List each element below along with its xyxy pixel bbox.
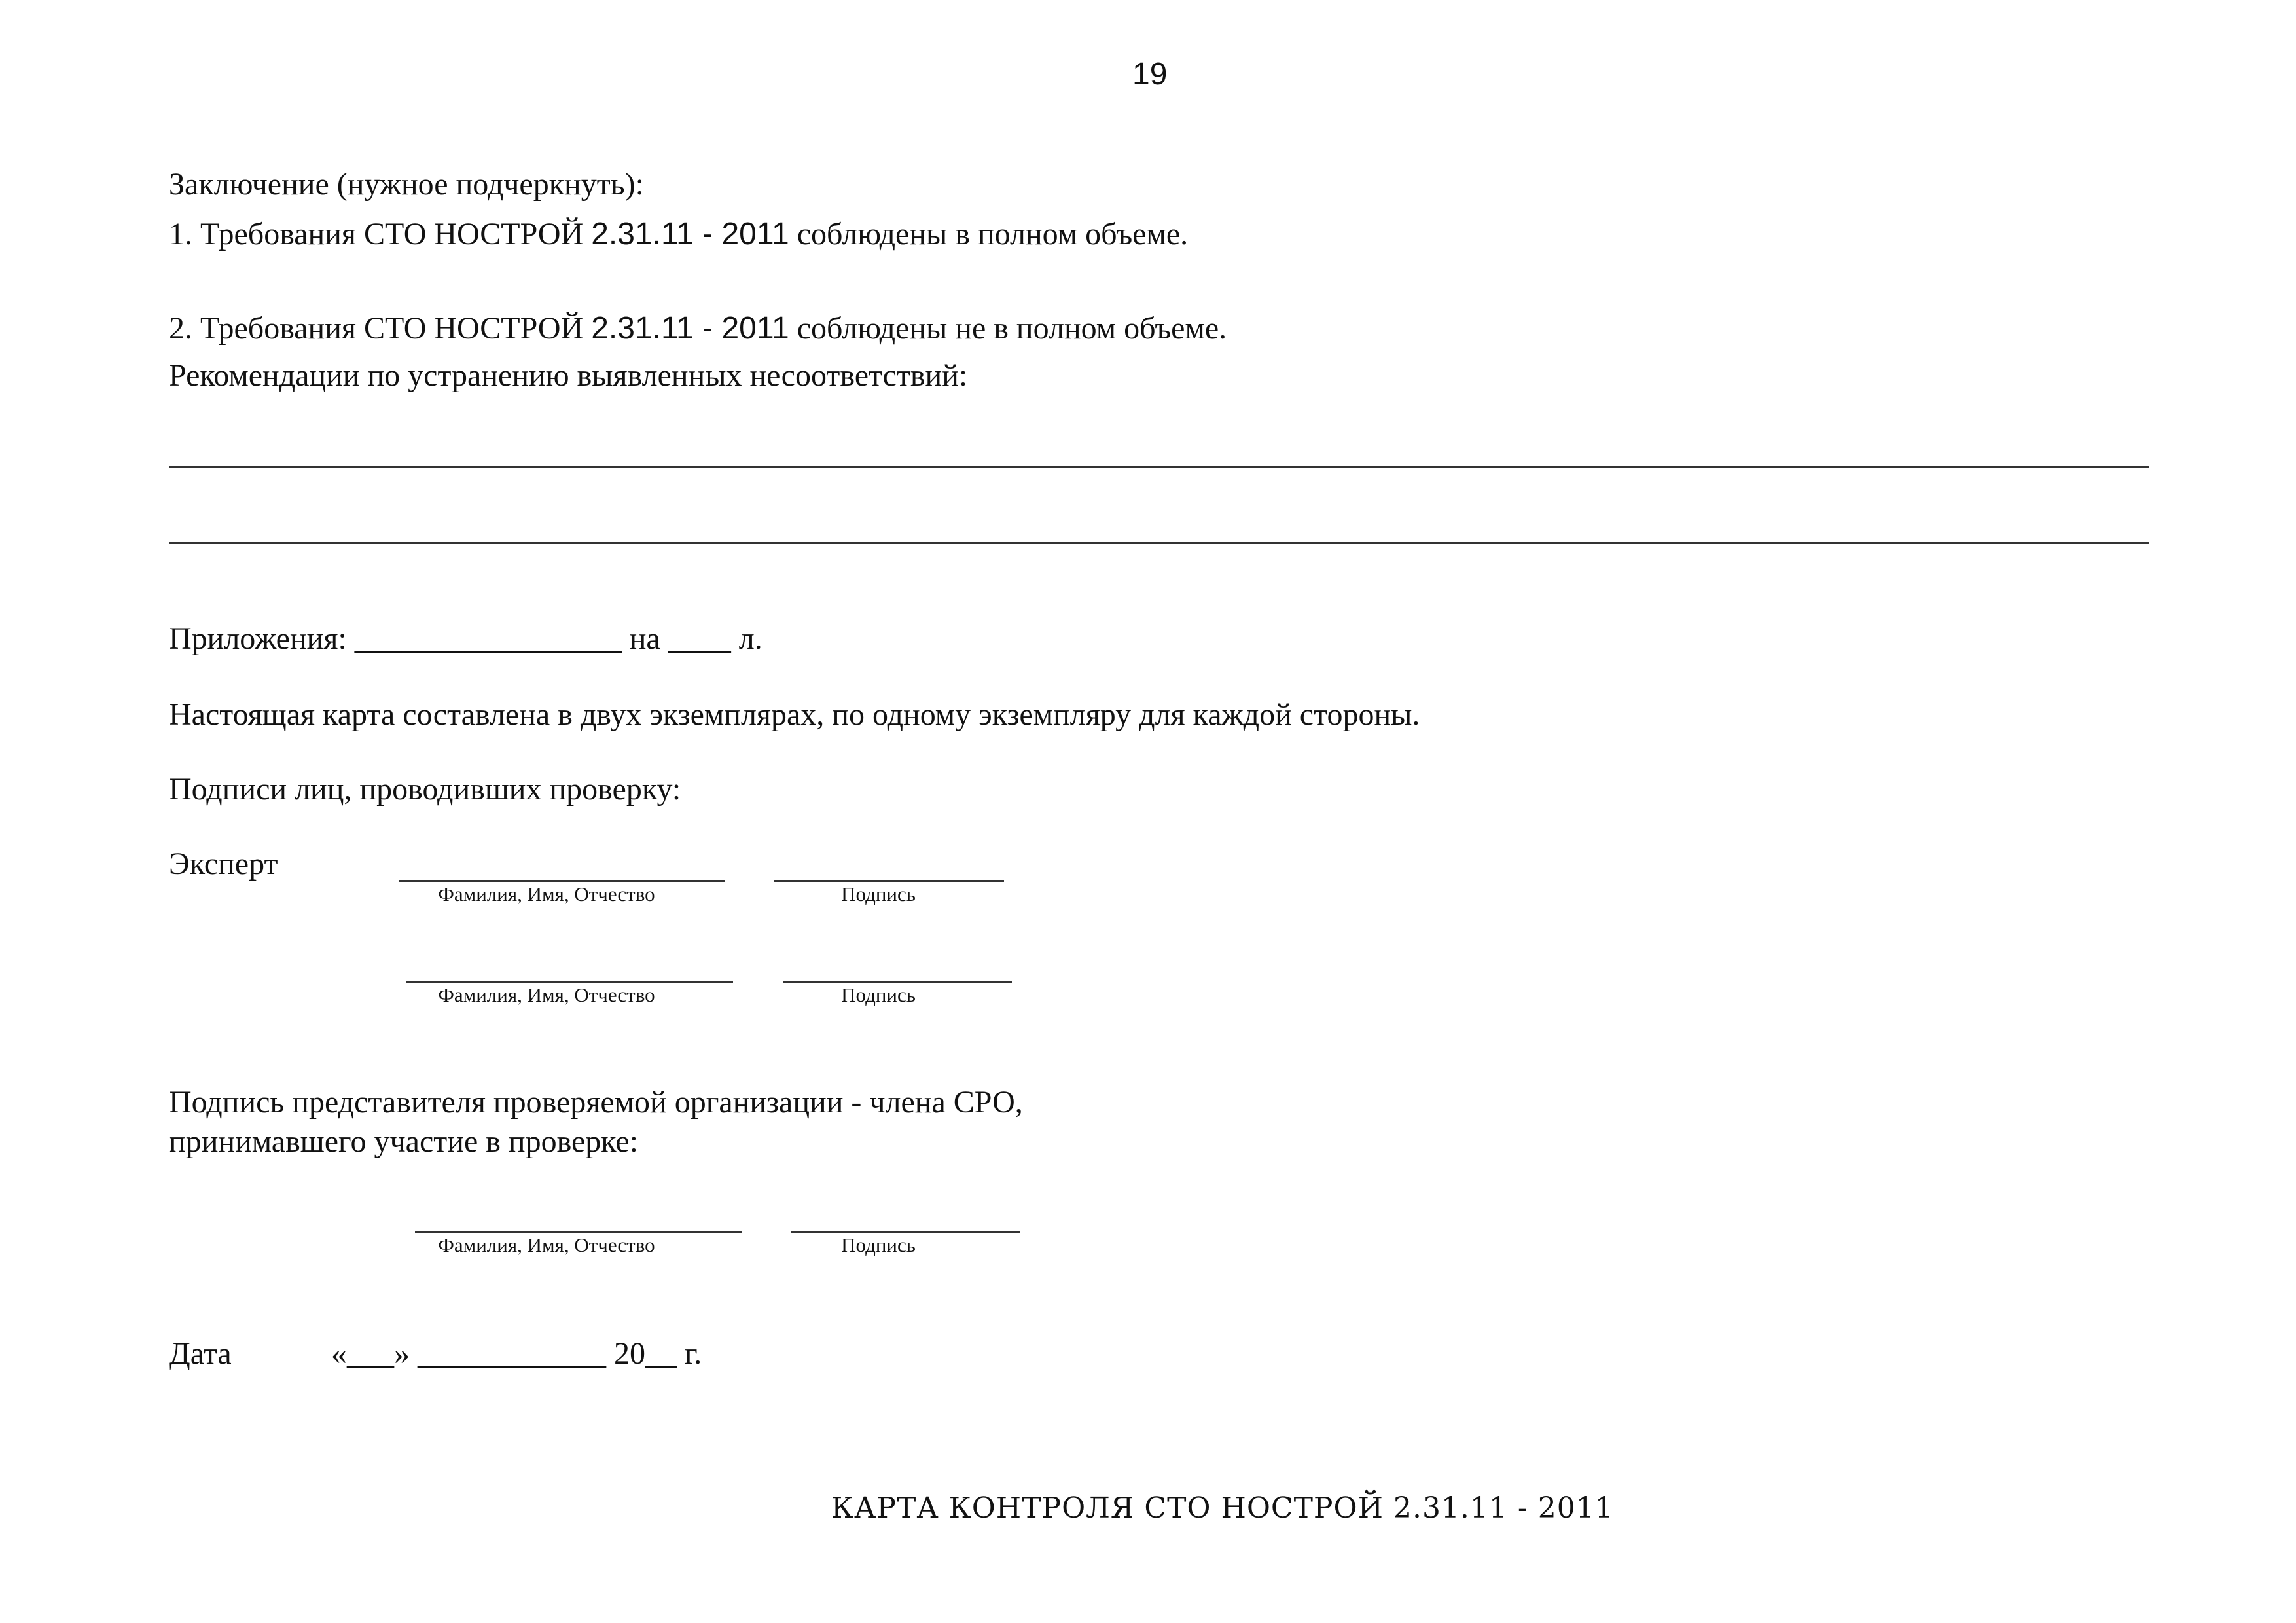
attachments-row: [169, 621, 762, 657]
item-1-standard-code: 2.31.11 - 2011: [591, 217, 789, 251]
recommendations-label: Рекомендации по устранению выявленных несоответствий:: [169, 358, 968, 393]
inspectors-label: Подписи лиц, проводивших проверку:: [169, 772, 681, 807]
recommendations-line-1[interactable]: [169, 466, 2149, 468]
attachments-blank[interactable]: _________________: [354, 621, 622, 656]
date-label: Дата: [169, 1336, 232, 1371]
expert-1-name-line[interactable]: [399, 880, 725, 882]
attachments-sheets-blank[interactable]: ____: [668, 621, 731, 656]
representative-line-2: принимавшего участие в проверке:: [169, 1124, 639, 1159]
footer-title: КАРТА КОНТРОЛЯ СТО НОСТРОЙ 2.31.11 - 2011: [831, 1491, 1614, 1525]
attachments-sheets-label: л.: [738, 621, 762, 656]
expert-1-name-caption: Фамилия, Имя, Отчество: [438, 883, 655, 905]
representative-name-line[interactable]: [415, 1231, 742, 1233]
recommendations-line-2[interactable]: [169, 542, 2149, 544]
attachments-label: Приложения:: [169, 621, 347, 656]
attachments-on: на: [629, 621, 660, 656]
conclusion-heading: Заключение (нужное подчеркнуть):: [169, 167, 644, 202]
item-2-suffix: соблюдены не в полном объеме.: [789, 311, 1227, 346]
expert-2-name-caption: Фамилия, Имя, Отчество: [438, 983, 655, 1006]
expert-1-signature-caption: Подпись: [841, 883, 916, 905]
expert-1-signature-line[interactable]: [774, 880, 1004, 882]
expert-2-name-line[interactable]: [406, 981, 733, 983]
representative-line-1: Подпись представителя проверяемой организации - члена СРО,: [169, 1085, 1023, 1120]
copies-note: Настоящая карта составлена в двух экземплярах, по одному экземпляру для каждой стороны.: [169, 697, 1420, 732]
expert-2-signature-caption: Подпись: [841, 983, 916, 1006]
item-2-prefix: 2. Требования СТО НОСТРОЙ: [169, 311, 592, 346]
conclusion-item-2: [169, 310, 1227, 347]
expert-label: Эксперт: [169, 847, 278, 881]
representative-signature-line[interactable]: [791, 1231, 1020, 1233]
item-2-standard-code: 2.31.11 - 2011: [591, 311, 789, 346]
item-1-suffix: соблюдены в полном объеме.: [789, 217, 1189, 251]
item-1-prefix: 1. Требования СТО НОСТРОЙ: [169, 217, 592, 251]
representative-signature-caption: Подпись: [841, 1233, 916, 1256]
representative-name-caption: Фамилия, Имя, Отчество: [438, 1233, 655, 1256]
date-field[interactable]: «___» ____________ 20__ г.: [331, 1336, 702, 1371]
conclusion-item-1: [169, 216, 1188, 253]
expert-2-signature-line[interactable]: [783, 981, 1012, 983]
page-number: 19: [1132, 57, 1168, 92]
